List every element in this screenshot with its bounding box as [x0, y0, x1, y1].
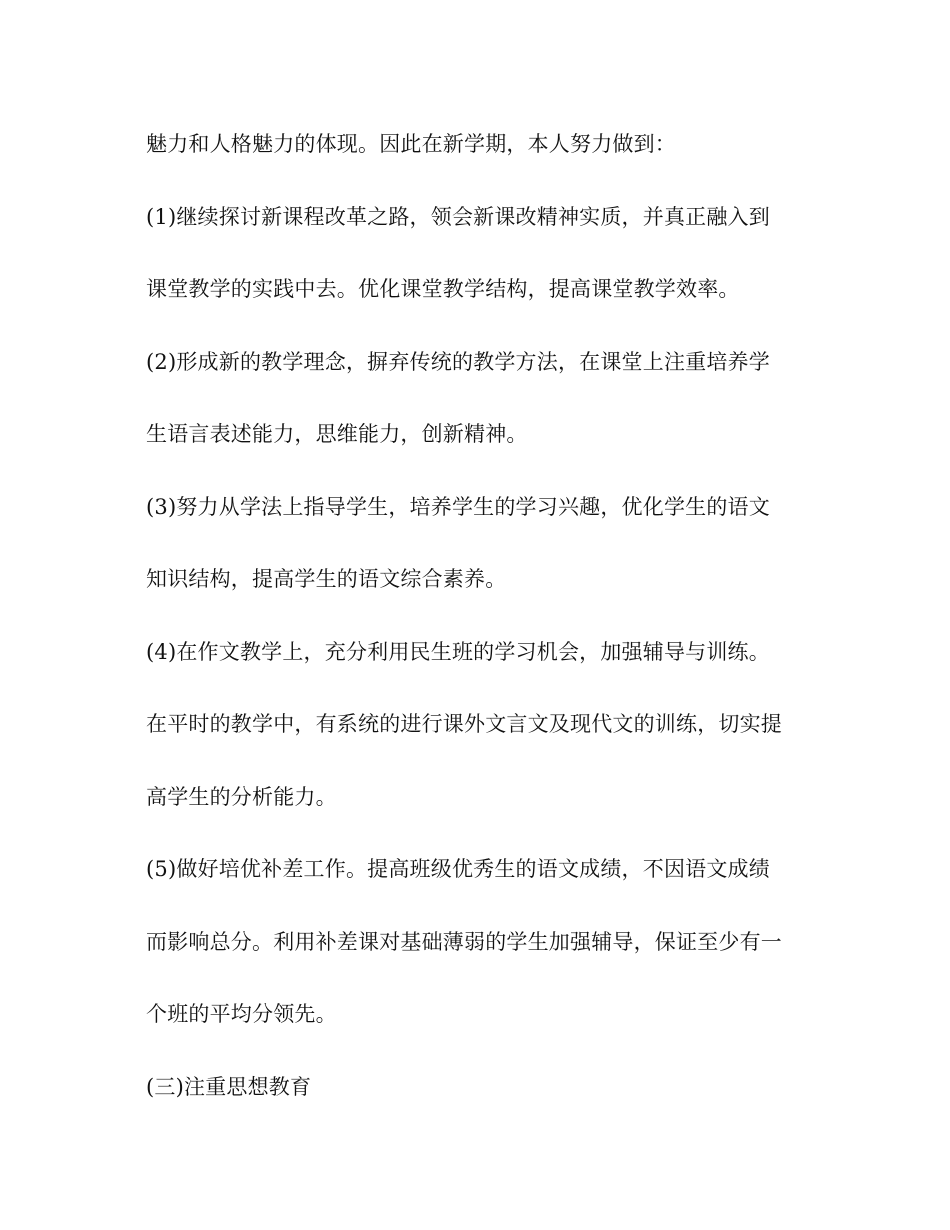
text-line: 在平时的教学中，有系统的进行课外文言文及现代文的训练，切实提 [146, 712, 782, 736]
document-body [146, 126, 816, 1141]
text-line: (1)继续探讨新课程改革之路，领会新课改精神实质，并真正融入到 [146, 204, 770, 229]
text-line: (5)做好培优补差工作。提高班级优秀生的语文成绩，不因语文成绩 [146, 857, 770, 881]
text-line: 生语言表述能力，思维能力，创新精神。 [146, 422, 528, 446]
text-line: 知识结构，提高学生的语文综合素养。 [146, 567, 507, 591]
text-line: (2)形成新的教学理念，摒弃传统的教学方法，在课堂上注重培养学 [146, 349, 770, 374]
text-line: (4)在作文教学上，充分利用民生班的学习机会，加强辅导与训练。 [146, 639, 770, 664]
text-line: 而影响总分。利用补差课对基础薄弱的学生加强辅导，保证至少有一 [146, 929, 782, 954]
text-line: (3)努力从学法上指导学生，培养学生的学习兴趣，优化学生的语文 [146, 494, 770, 519]
text-line: 高学生的分析能力。 [146, 784, 337, 809]
section-heading: (三)注重思想教育 [146, 1074, 312, 1099]
text-line: 个班的平均分领先。 [146, 1002, 337, 1026]
text-line: 课堂教学的实践中去。优化课堂教学结构，提高课堂教学效率。 [146, 277, 740, 301]
text-line: 魅力和人格魅力的体现。因此在新学期，本人努力做到： [146, 132, 676, 156]
